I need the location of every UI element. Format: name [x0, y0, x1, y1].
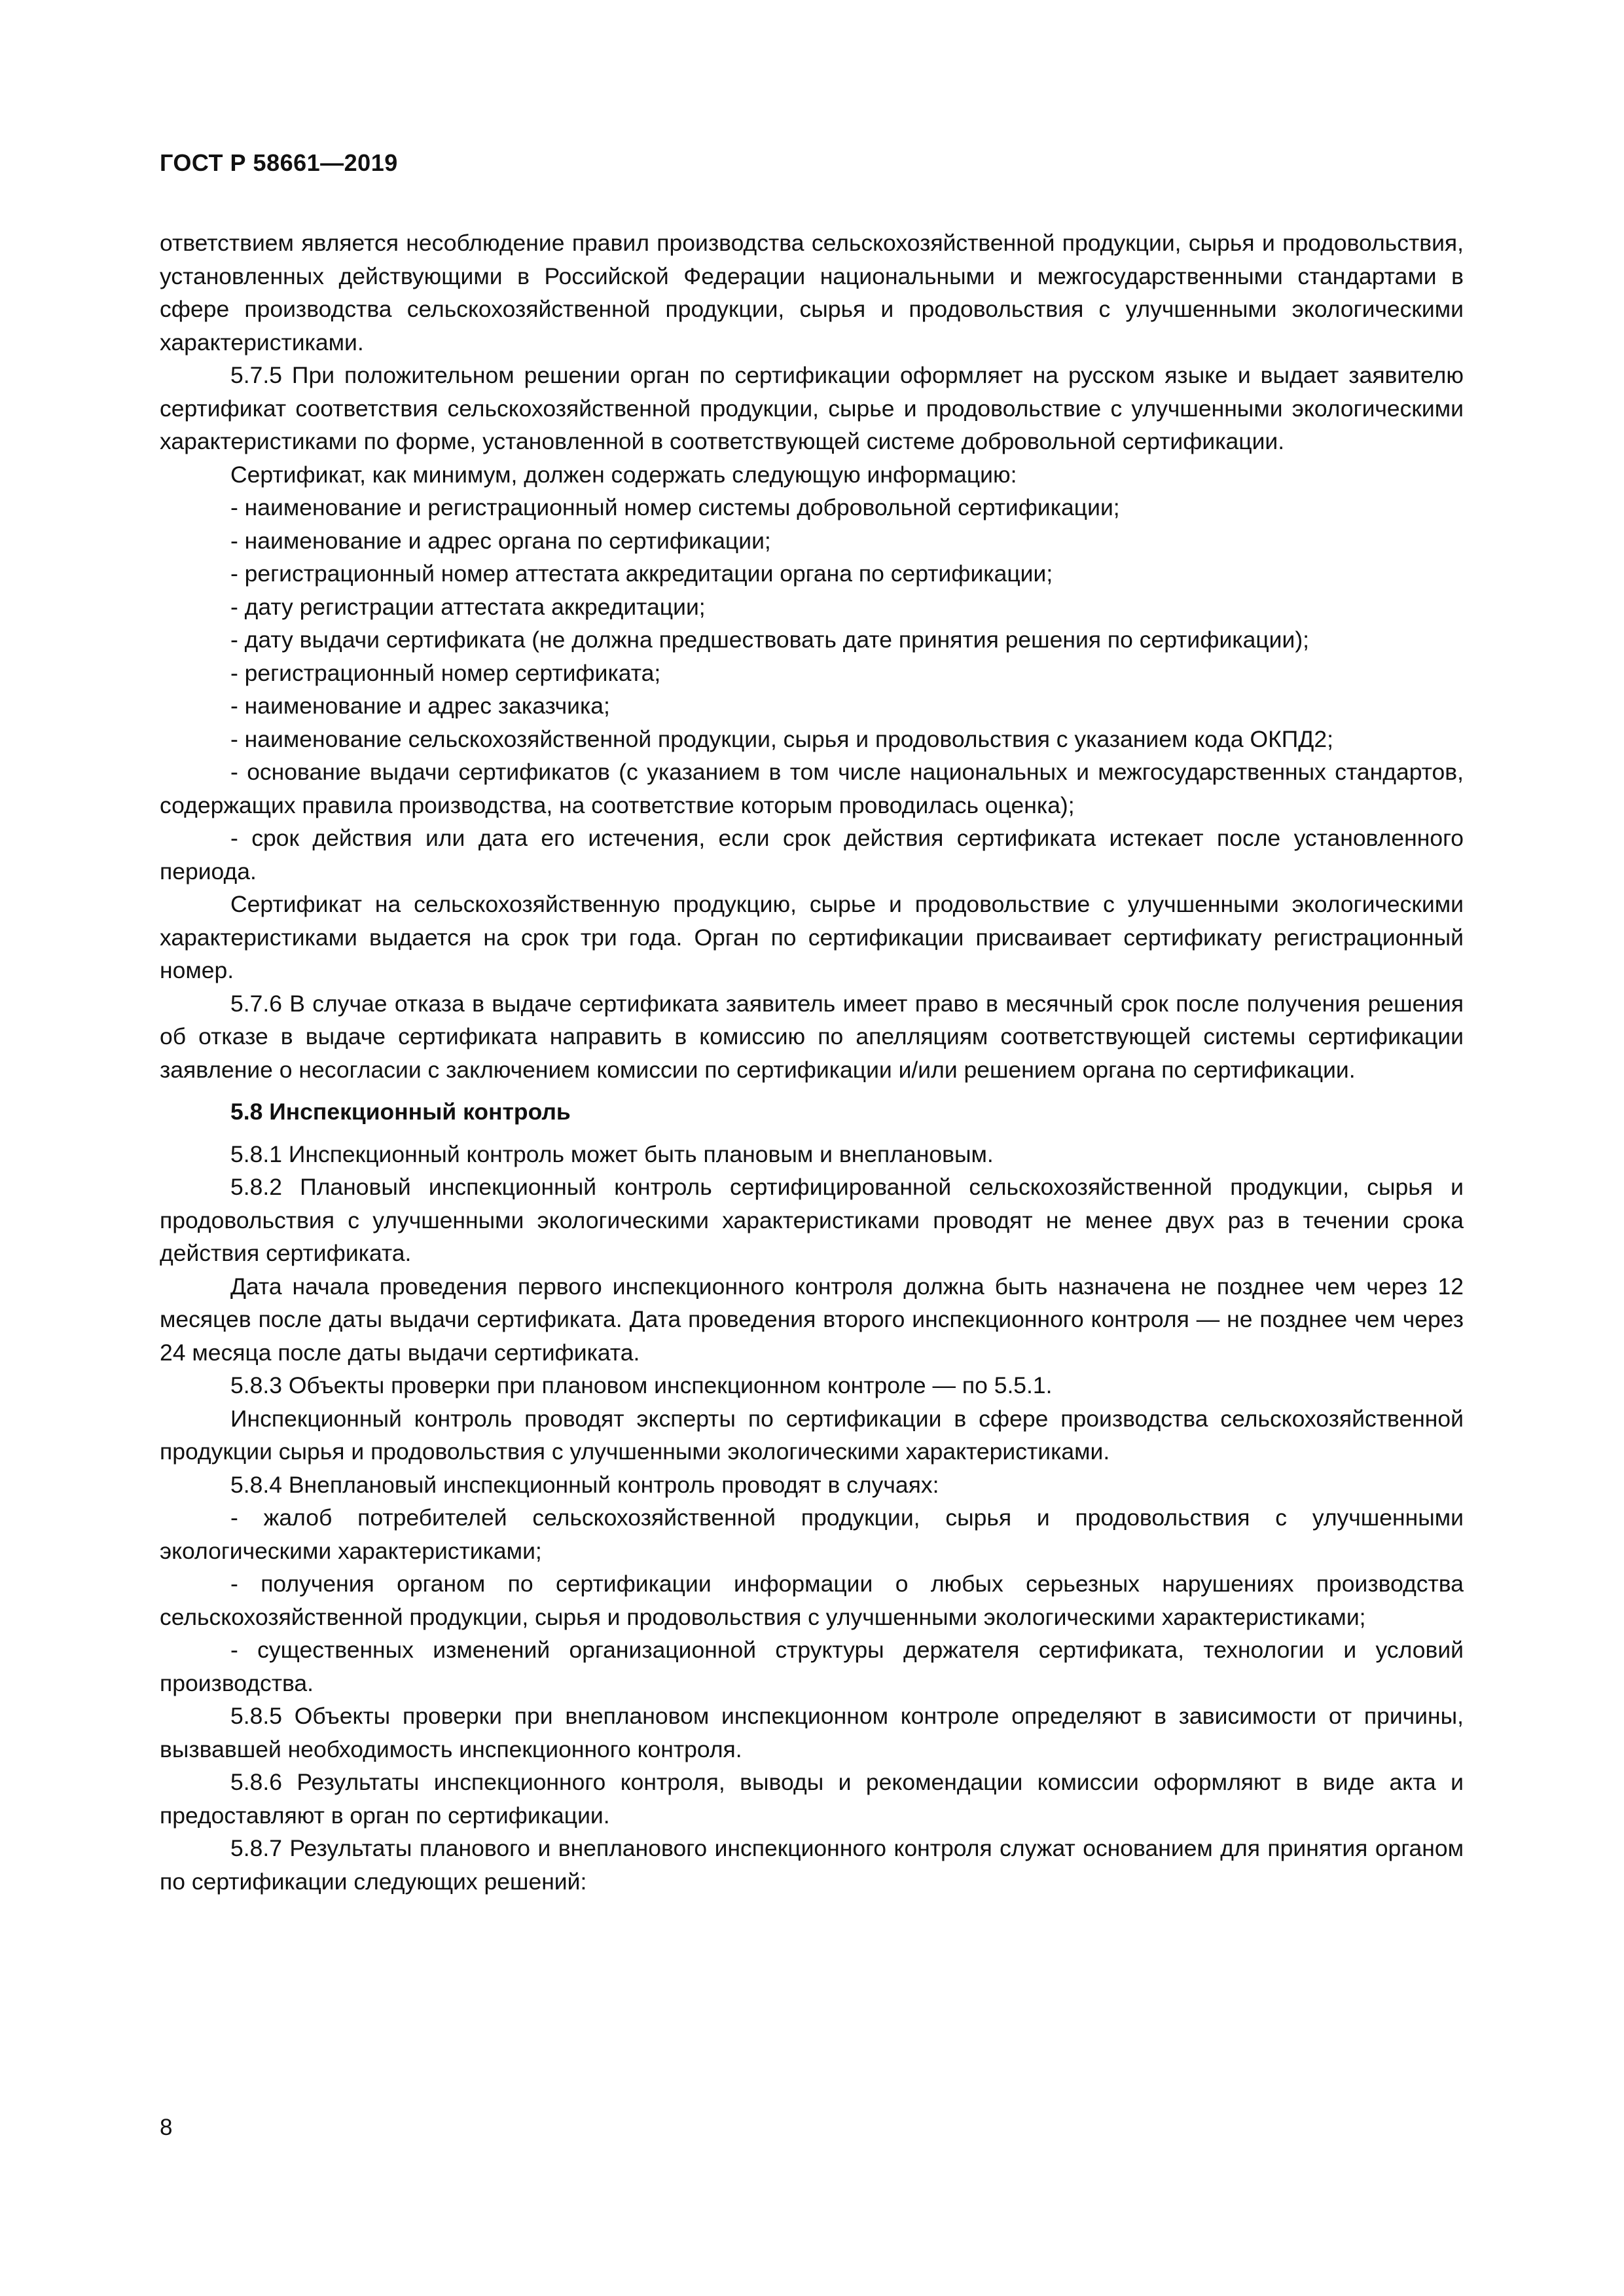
- document-header: ГОСТ Р 58661—2019: [160, 149, 398, 176]
- paragraph-5-8-1: 5.8.1 Инспекционный контроль может быть плановым и внеплановым.: [230, 1140, 994, 1167]
- list-item: - жалоб потребителей сельскохозяйственной продукции, сырья и продовольствия с улучшенными экологическими характеристиками;: [160, 1504, 1464, 1564]
- list-item: - наименование и адрес заказчика;: [230, 693, 610, 719]
- page-number: 8: [160, 2115, 173, 2140]
- list-item: - дату выдачи сертификата (не должна предшествовать дате принятия решения по сертификации);: [230, 627, 1310, 653]
- list-item: - регистрационный номер аттестата аккредитации органа по сертификации;: [230, 560, 1053, 587]
- paragraph-certificate-content: Сертификат, как минимум, должен содержать следующую информацию:: [230, 461, 1017, 488]
- paragraph-5-7-6: 5.7.6 В случае отказа в выдаче сертификата заявитель имеет право в месячный срок после получения решения об отказе в выдаче сертификата направить в комиссию по апелляциям соответствующей системы сертификации заявление о несогласии с заключением комиссии по сертификации и/или решением органа по сертификации.: [160, 990, 1464, 1083]
- paragraph-inspection-experts: Инспекционный контроль проводят эксперты по сертификации в сфере производства сельскохозяйственной продукции сырья и продовольствия с улучшенными экологическими характеристиками.: [160, 1405, 1464, 1465]
- list-item: - регистрационный номер сертификата;: [230, 659, 661, 686]
- paragraph-5-8-2: 5.8.2 Плановый инспекционный контроль сертифицированной сельскохозяйственной продукции, сырья и продовольствия с улучшенными экологическими характеристиками проводят не менее двух раз в течении срока действия сертификата.: [160, 1174, 1464, 1266]
- paragraph-5-8-6: 5.8.6 Результаты инспекционного контроля, выводы и рекомендации комиссии оформляют в виде акта и предоставляют в орган по сертификации.: [160, 1769, 1464, 1829]
- list-item: - основание выдачи сертификатов (с указанием в том числе национальных и межгосударственных стандартов, содержащих правила производства, на соответствие которым проводилась оценка);: [160, 759, 1464, 818]
- list-item: - наименование сельскохозяйственной продукции, сырья и продовольствия с указанием кода ОКПД2;: [230, 725, 1333, 752]
- document-body: [160, 227, 1464, 1898]
- paragraph-5-7-5: 5.7.5 При положительном решении орган по сертификации оформляет на русском языке и выдает заявителю сертификат соответствия сельскохозяйственной продукции, сырье и продовольствие с улучшенными экологическими характеристиками по форме, установленной в соответствующей системе добровольной сертификации.: [160, 362, 1464, 454]
- paragraph-5-8-5: 5.8.5 Объекты проверки при внеплановом инспекционном контроле определяют в зависимости от причины, вызвавшей необходимость инспекционного контроля.: [160, 1703, 1464, 1762]
- paragraph-certificate-term: Сертификат на сельскохозяйственную продукцию, сырье и продовольствие с улучшенными экологическими характеристиками выдается на срок три года. Орган по сертификации присваивает сертификату регистрационный номер.: [160, 891, 1464, 983]
- list-item: - срок действия или дата его истечения, если срок действия сертификата истекает после установленного периода.: [160, 825, 1464, 884]
- paragraph-continuation: ответствием является несоблюдение правил производства сельскохозяйственной продукции, сырья и продовольствия, установленных действующими в Российской Федерации национальными и межгосударственными стандартами в сфере производства сельскохозяйственной продукции, сырья и продовольствия с улучшенными экологическими характеристиками.: [160, 230, 1464, 355]
- list-item: - наименование и адрес органа по сертификации;: [230, 527, 771, 554]
- list-item: - дату регистрации аттестата аккредитации;: [230, 593, 706, 620]
- paragraph-5-8-4: 5.8.4 Внеплановый инспекционный контроль проводят в случаях:: [230, 1471, 939, 1498]
- paragraph-inspection-dates: Дата начала проведения первого инспекционного контроля должна быть назначена не позднее чем через 12 месяцев после даты выдачи сертификата. Дата проведения второго инспекционного контроля — не позднее чем через 24 месяца после даты выдачи сертификата.: [160, 1273, 1464, 1366]
- section-heading-5-8: 5.8 Инспекционный контроль: [230, 1099, 571, 1125]
- paragraph-5-8-7: 5.8.7 Результаты планового и внепланового инспекционного контроля служат основанием для принятия органом по сертификации следующих решений:: [160, 1835, 1464, 1895]
- paragraph-5-8-3: 5.8.3 Объекты проверки при плановом инспекционном контроле — по 5.5.1.: [230, 1372, 1053, 1398]
- list-item: - существенных изменений организационной структуры держателя сертификата, технологии и условий производства.: [160, 1637, 1464, 1696]
- list-item: - получения органом по сертификации информации о любых серьезных нарушениях производства сельскохозяйственной продукции, сырья и продовольствия с улучшенными экологическими характеристиками;: [160, 1571, 1464, 1630]
- list-item: - наименование и регистрационный номер системы добровольной сертификации;: [230, 494, 1120, 520]
